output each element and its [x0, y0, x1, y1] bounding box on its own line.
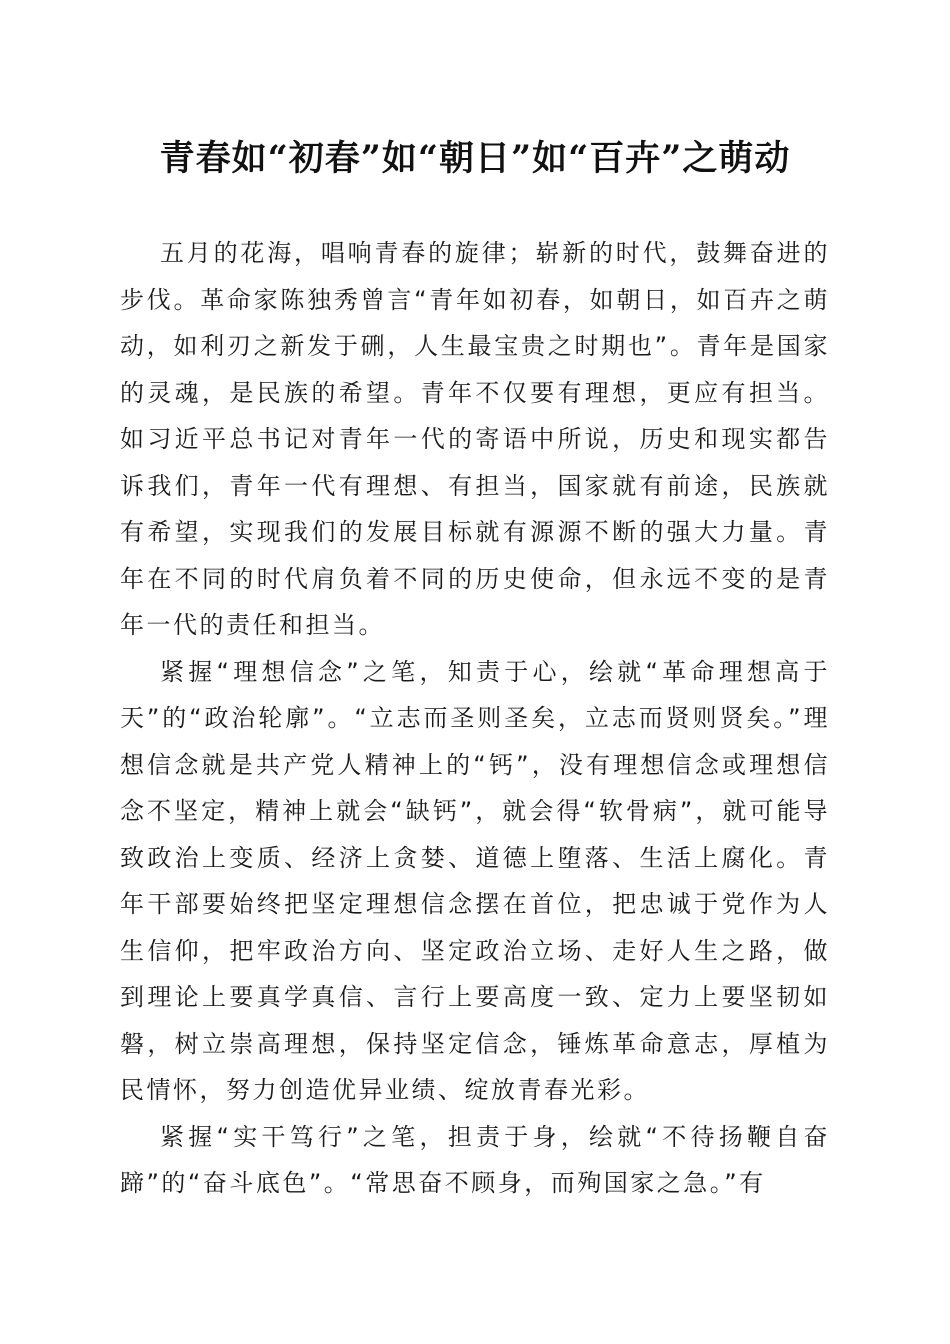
paragraph: 紧握“实干笃行”之笔，担责于身，绘就“不待扬鞭自奋蹄”的“奋斗底色”。“常思奋不顾身，而殉国家之急。”有: [120, 1122, 830, 1197]
document-title: 青春如“初春”如“朝日”如“百卉”之萌动: [159, 138, 791, 179]
paragraph: 紧握“理想信念”之笔，知责于心，绘就“革命理想高于天”的“政治轮廓”。“立志而圣则圣矣，立志而贤则贤矣。”理想信念就是共产党人精神上的“钙”，没有理想信念或理想信念不坚定，精神上就会“缺钙”，就会得“软骨病”，就可能导致政治上变质、经济上贪婪、道德上堕落、生活上腐化。青年干部要始终把坚定理想信念摆在首位，把忠诚于党作为人生信仰，把牢政治方向、坚定政治立场、走好人生之路，做到理论上要真学真信、言行上要高度一致、定力上要坚韧如磐，树立崇高理想，保持坚定信念，锤炼革命意志，厚植为民情怀，努力创造优异业绩、绽放青春光彩。: [120, 657, 830, 1104]
paragraph: 五月的花海，唱响青春的旋律；崭新的时代，鼓舞奋进的步伐。革命家陈独秀曾言“青年如初春，如朝日，如百卉之萌动，如利刃之新发于硎，人生最宝贵之时期也”。青年是国家的灵魂，是民族的希望。青年不仅要有理想，更应有担当。如习近平总书记对青年一代的寄语中所说，历史和现实都告诉我们，青年一代有理想、有担当，国家就有前途，民族就有希望，实现我们的发展目标就有源源不断的强大力量。青年在不同的时代肩负着不同的历史使命，但永远不变的是青年一代的责任和担当。: [120, 239, 830, 639]
document-body: [120, 230, 830, 1207]
